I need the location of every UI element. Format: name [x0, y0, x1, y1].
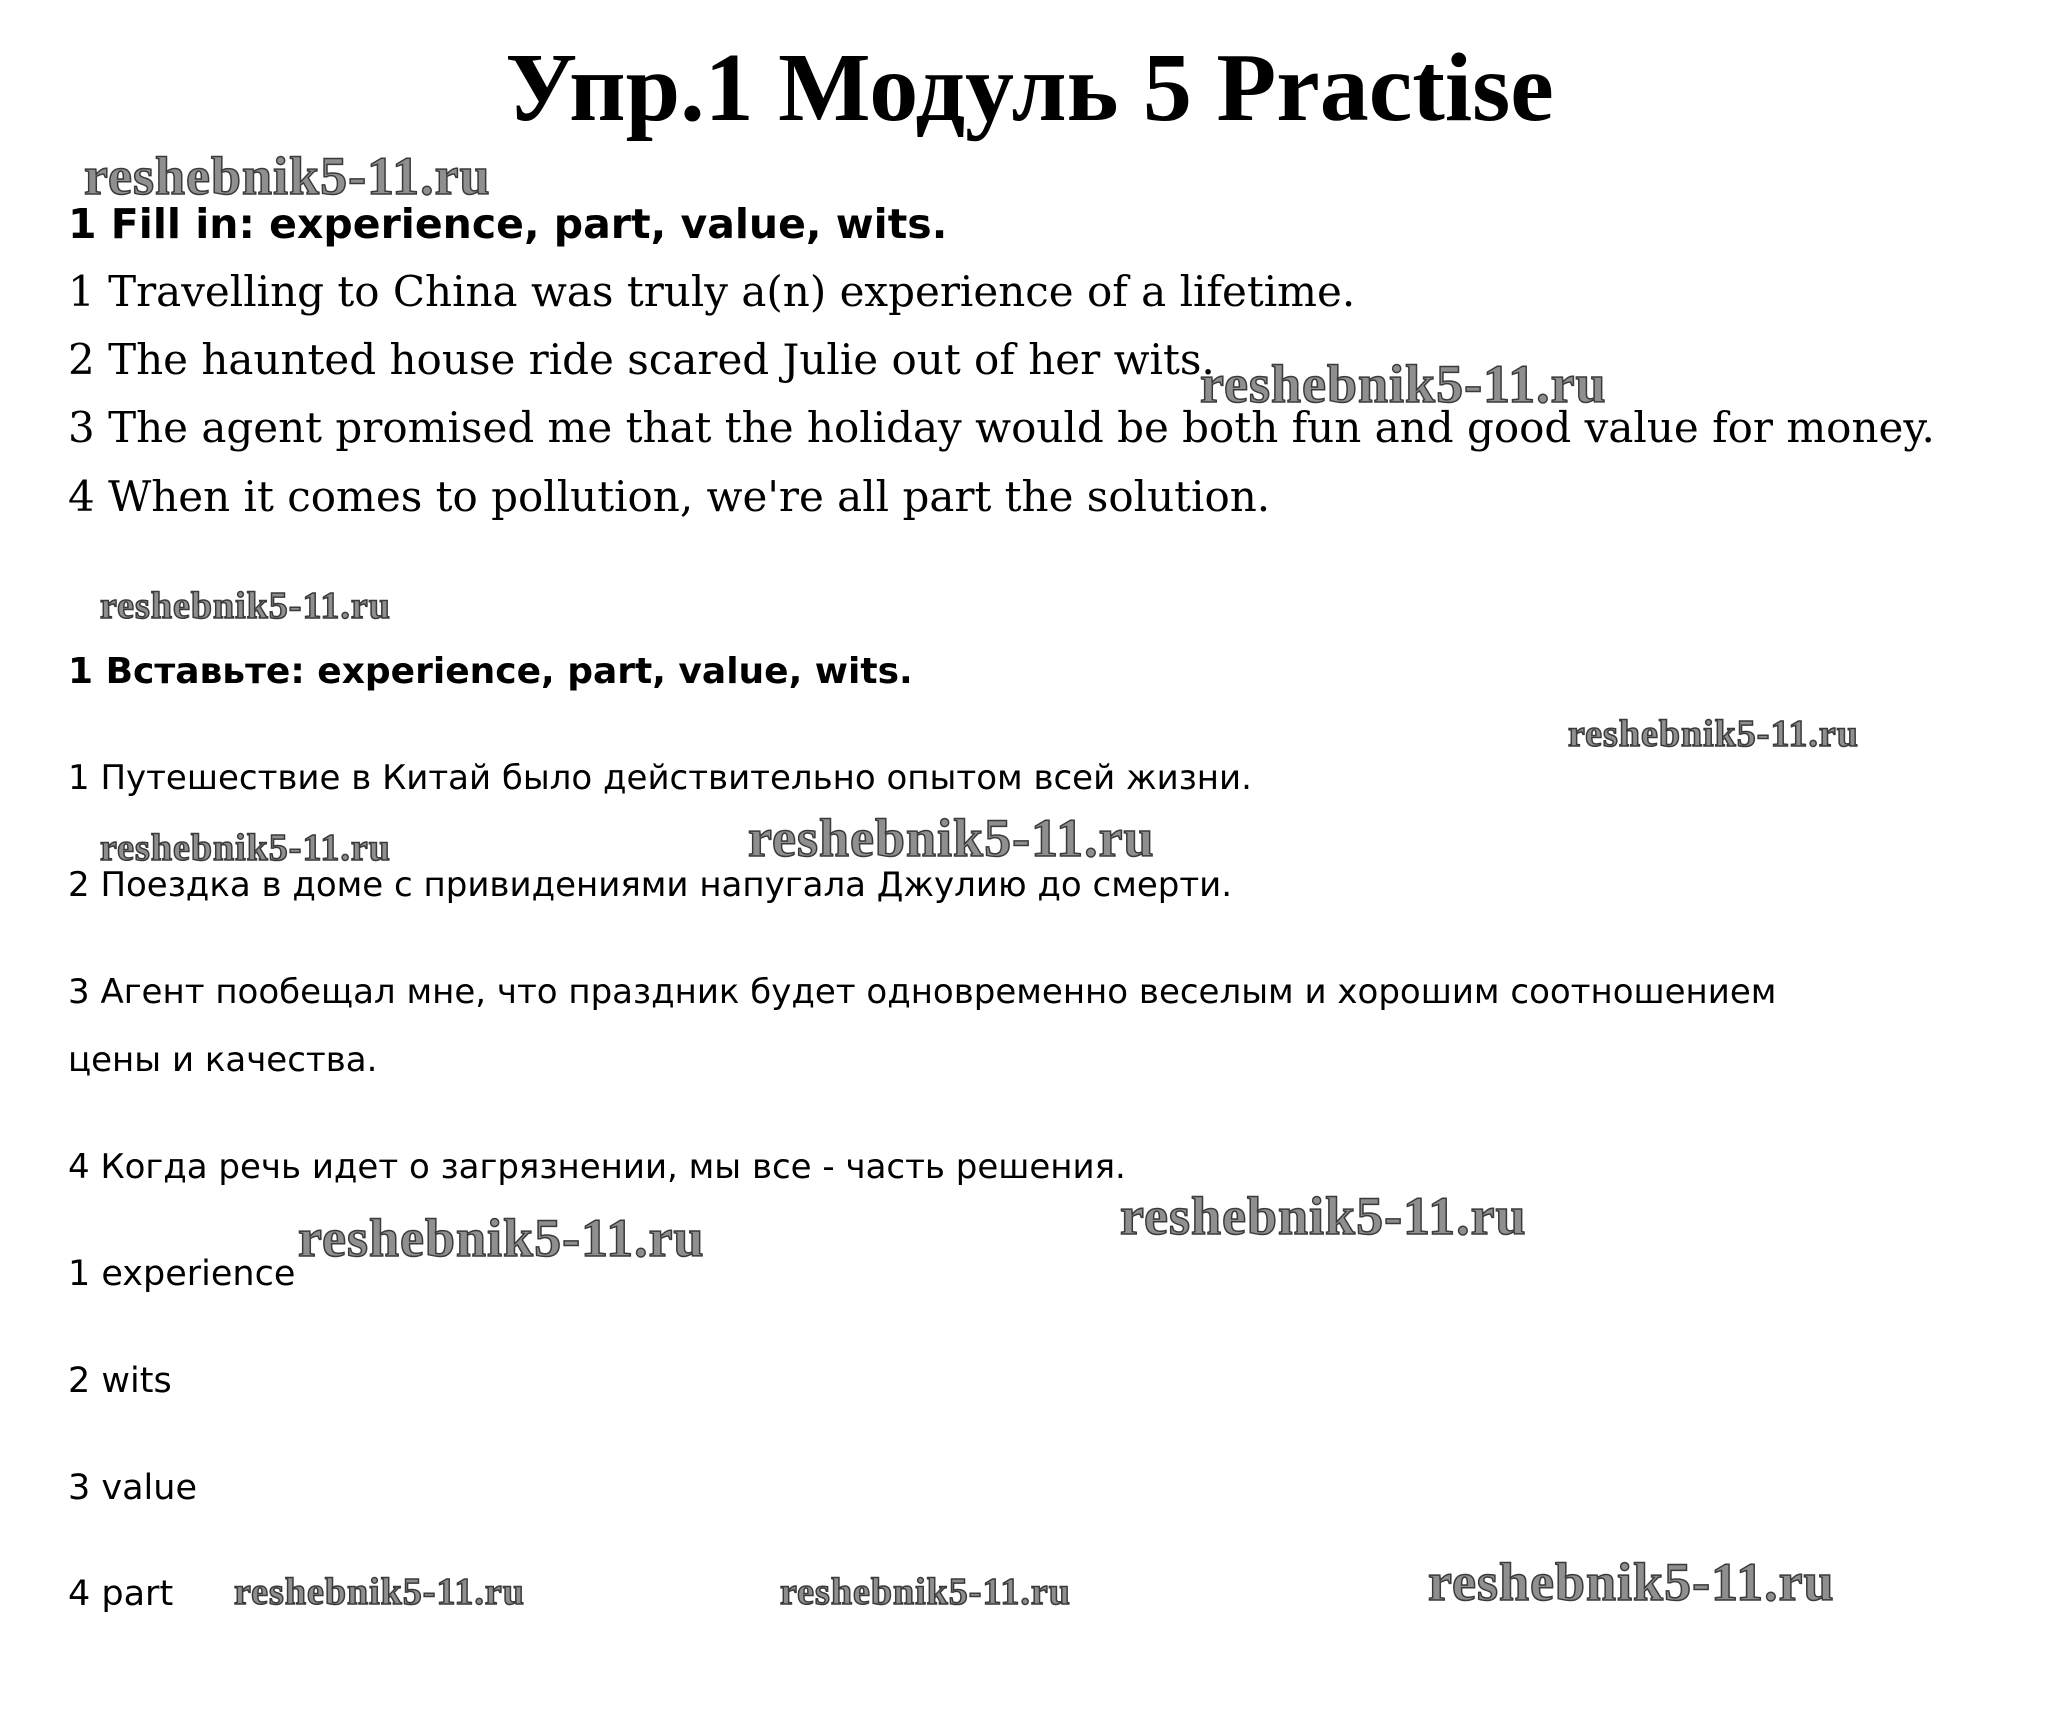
exercise-item-en-4: 4 When it comes to pollution, we're all part the solution. — [68, 472, 1271, 521]
exercise-item-en-2: 2 The haunted house ride scared Julie out of her wits. — [68, 335, 1215, 384]
watermark: reshebnik5-11.ru — [780, 1571, 1071, 1613]
watermark: reshebnik5-11.ru — [1568, 713, 1859, 755]
watermark: reshebnik5-11.ru — [100, 585, 391, 627]
exercise-item-ru-2: 2 Поездка в доме с привидениями напугала Джулию до смерти. — [68, 865, 1233, 905]
watermark: reshebnik5-11.ru — [100, 827, 391, 869]
watermark: reshebnik5-11.ru — [298, 1208, 705, 1268]
watermark: reshebnik5-11.ru — [234, 1571, 525, 1613]
exercise-item-ru-3-cont: цены и качества. — [68, 1040, 378, 1080]
answer-1: 1 experience — [68, 1254, 296, 1294]
exercise-item-en-3: 3 The agent promised me that the holiday would be both fun and good value for money. — [68, 403, 1935, 452]
watermark: reshebnik5-11.ru — [84, 146, 491, 206]
exercise-item-ru-1: 1 Путешествие в Китай было действительно опытом всей жизни. — [68, 758, 1252, 798]
answer-2: 2 wits — [68, 1361, 172, 1401]
answer-4: 4 part — [68, 1574, 174, 1614]
page-title: Упр.1 Модуль 5 Practise — [505, 34, 1554, 142]
exercise-item-ru-3: 3 Агент пообещал мне, что праздник будет одновременно веселым и хорошим соотношением — [68, 972, 1777, 1012]
watermark: reshebnik5-11.ru — [1200, 354, 1607, 414]
watermark: reshebnik5-11.ru — [748, 808, 1155, 868]
answer-3: 3 value — [68, 1468, 197, 1508]
exercise-heading-ru: 1 Вставьте: experience, part, value, wits. — [68, 651, 913, 692]
watermark: reshebnik5-11.ru — [1428, 1552, 1835, 1612]
watermark: reshebnik5-11.ru — [1120, 1186, 1527, 1246]
exercise-item-en-1: 1 Travelling to China was truly a(n) experience of a lifetime. — [68, 267, 1356, 316]
exercise-item-ru-4: 4 Когда речь идет о загрязнении, мы все - часть решения. — [68, 1147, 1126, 1187]
exercise-heading-en: 1 Fill in: experience, part, value, wits. — [68, 200, 948, 248]
